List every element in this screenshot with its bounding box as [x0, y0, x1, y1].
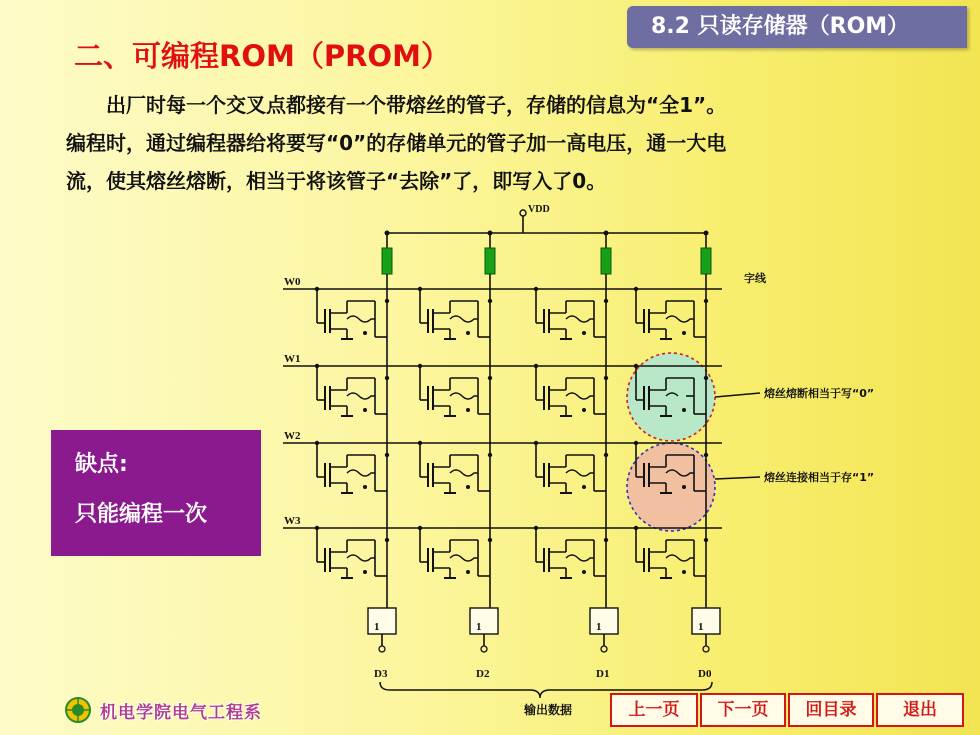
paragraph-line-1: 出厂时每一个交叉点都接有一个带熔丝的管子，存储的信息为“全1”。: [106, 93, 727, 117]
bit-junction: [604, 538, 608, 542]
pullup-resistor: [601, 248, 611, 274]
node-dot: [466, 485, 470, 489]
buffer-value: 1: [476, 621, 482, 633]
node-dot: [363, 331, 367, 335]
buffer-value: 1: [698, 621, 704, 633]
annotation-leader: [715, 477, 760, 479]
fuse: [566, 393, 594, 399]
bit-junction: [604, 453, 608, 457]
fuse: [566, 470, 594, 476]
word-line-label: W1: [284, 353, 301, 365]
paragraph-line-2: 编程时，通过编程器给将要写“0”的存储单元的管子加一高电压，通一大电: [66, 131, 727, 155]
fuse: [666, 316, 694, 322]
fuse: [347, 470, 375, 476]
output-label: D1: [596, 668, 610, 680]
node-dot: [466, 408, 470, 412]
node-dot: [682, 570, 686, 574]
output-buffer: [368, 608, 396, 634]
paragraph-line-3: 流，使其熔丝熔断，相当于将该管子“去除”了，即写入了0。: [66, 169, 607, 193]
fuse: [347, 393, 375, 399]
school-name: 机电学院电气工程系: [100, 703, 262, 723]
node-dot: [582, 408, 586, 412]
output-terminal: [379, 646, 385, 652]
defect-box: [51, 430, 261, 556]
bit-junction: [488, 538, 492, 542]
bit-junction: [488, 453, 492, 457]
school-logo-icon: [64, 696, 92, 724]
bit-junction: [604, 376, 608, 380]
node-dot: [363, 485, 367, 489]
bit-junction: [704, 376, 708, 380]
output-buffer: [692, 608, 720, 634]
vdd-label: VDD: [528, 204, 550, 215]
bit-junction: [385, 453, 389, 457]
node-dot: [582, 485, 586, 489]
fuse: [450, 470, 478, 476]
bit-junction: [704, 538, 708, 542]
node-dot: [466, 570, 470, 574]
bit-junction: [704, 453, 708, 457]
fuse: [666, 555, 694, 561]
node-dot: [682, 331, 686, 335]
bit-junction: [488, 376, 492, 380]
vdd-terminal: [520, 210, 526, 216]
fuse: [347, 555, 375, 561]
node-dot: [363, 408, 367, 412]
node-dot: [582, 331, 586, 335]
pullup-resistor: [485, 248, 495, 274]
word-line-label: W3: [284, 515, 301, 527]
bit-junction: [385, 299, 389, 303]
defect-text: 只能编程一次: [75, 502, 208, 527]
output-caption: 输出数据: [524, 703, 573, 717]
exit-button[interactable]: 退出: [876, 693, 964, 727]
output-label: D0: [698, 668, 712, 680]
fuse: [566, 555, 594, 561]
node-dot: [682, 408, 686, 412]
output-terminal: [601, 646, 607, 652]
blown-fuse-annotation: 熔丝熔断相当于写“0”: [764, 387, 875, 400]
node-dot: [582, 570, 586, 574]
node-dot: [466, 331, 470, 335]
annotation-leader: [715, 393, 760, 397]
node-dot: [682, 485, 686, 489]
bit-junction: [385, 376, 389, 380]
bit-junction: [604, 299, 608, 303]
slide-heading: 二、可编程ROM（PROM）: [74, 39, 450, 73]
pullup-resistor: [382, 248, 392, 274]
fuse: [450, 555, 478, 561]
buffer-value: 1: [596, 621, 602, 633]
buffer-value: 1: [374, 621, 380, 633]
connected-fuse-highlight: [627, 443, 715, 531]
fuse: [347, 316, 375, 322]
bit-junction: [704, 299, 708, 303]
pullup-resistor: [701, 248, 711, 274]
fuse: [450, 393, 478, 399]
defect-title: 缺点:: [75, 452, 128, 477]
output-terminal: [703, 646, 709, 652]
bit-junction: [385, 538, 389, 542]
fuse: [450, 316, 478, 322]
next-page-button[interactable]: 下一页: [700, 693, 786, 727]
output-buffer: [470, 608, 498, 634]
toc-button[interactable]: 回目录: [788, 693, 874, 727]
word-line-label: W2: [284, 430, 301, 442]
section-tag: 8.2 只读存储器（ROM）: [627, 6, 967, 48]
output-buffer: [590, 608, 618, 634]
node-dot: [363, 570, 367, 574]
output-terminal: [481, 646, 487, 652]
output-label: D2: [476, 668, 490, 680]
output-label: D3: [374, 668, 388, 680]
prev-page-button[interactable]: 上一页: [610, 693, 698, 727]
fuse: [566, 316, 594, 322]
bit-junction: [488, 299, 492, 303]
connected-fuse-annotation: 熔丝连接相当于存“1”: [764, 471, 875, 484]
word-line-label: W0: [284, 276, 301, 288]
word-line-caption: 字线: [744, 272, 766, 285]
